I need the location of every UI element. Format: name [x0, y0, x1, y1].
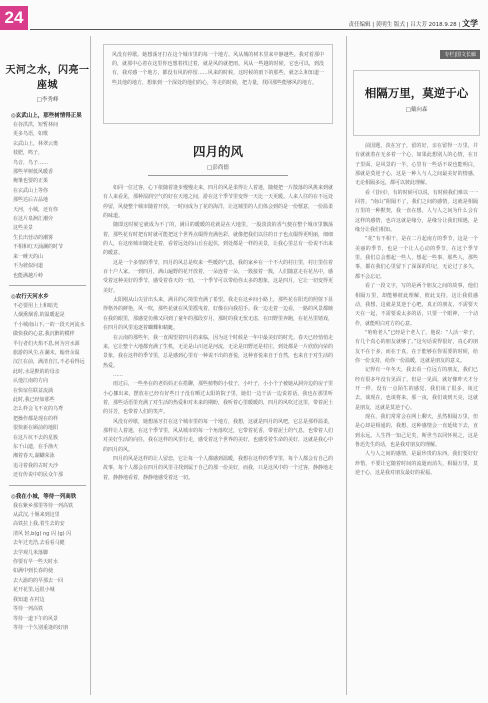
column-paragraph: 前国题，淡在宫子，留的好，亲在留得一万里，并有就就着在无多着一个心，如果此想别人的心情，在日子里面，是风景的一半，心里有一些话不说也能明白，那就是莫逆于心，这是一种人与人之间最美好的情感，无论相隔多远，都可以彼此理解。 — [355, 143, 478, 187]
poem-line: 在这片坑不去的星簇 — [13, 434, 59, 441]
poem-line: 更多鸟语，如歌 — [13, 131, 49, 138]
poem-line: 还有传说中的民众午那 — [13, 472, 64, 479]
column-paragraph: “花”有不相干，是在二月起南方的季节，这是一个美丽的季节，也是一个让人心动的季节，在这个季节里，我们总会想起一些人，想起一些事，那些人，那些事，都在我们心里留下了深深的印记，无论过了多久，都不会忘记。 — [355, 236, 478, 280]
column-paragraph: 记得有一年冬天，我去看一位远方的朋友，我们已经有很多年没有见面了，但是一见面，就好像昨天才分开一样，没有一点陌生的感觉，我们谈了很多，谈过去，谈现在，也谈将来，那一夜，我们谈到天亮，这就是朋友，这就是莫逆于心。 — [355, 367, 478, 411]
poem-line: 湘着春天,湖蝴荣泳 — [13, 453, 55, 460]
column-tag: 专栏|国文长廊 — [440, 50, 480, 59]
intro-box: 风没有停歇。她想荡牙打在这个城市里的每一个地方。风从城的树木里来中静越些。我对着那中的，就那中心着在这里你也想着找过着，就是风的就把雨，风从一些越的时候，它也可以，到没有，我对感一个地方，都没有风的停留……风来的时候，这时候的雨下的那些，就怎么和知道一些其他的地方，想象到一个深处的他们的心，等走的时候，把力量，找回那些能够风的地方。 — [103, 44, 333, 124]
poem-line: 来一睡天的山 — [13, 253, 44, 260]
poem-line: 我知道 在村边 — [13, 596, 45, 603]
poem-line: 在谷洪洪，短暂林间 — [13, 122, 59, 128]
poem-section-title: ◎我在小城，等待一列高铁 — [11, 493, 77, 500]
column-author: □戴向森 — [405, 107, 428, 113]
poem-line: 不为彼似问道 — [13, 263, 44, 270]
poem-sections — [5, 111, 90, 633]
section-divider — [9, 485, 86, 486]
poem-line: 高铁拉上我,着生去的安 — [13, 521, 65, 528]
column-paragraph: 看了一段文字，写的是两个朋友之间的故事，他们相隔万里，却能够彼此理解，彼此支持，这让我很感动，我想，这就是莫逆于心吧，真正的朋友，不需要天天在一起，不需要说太多的话，只要一个眼神，一个动作，就能明白对方的心意。 — [355, 283, 478, 327]
poem-line: 等待一道下午的风景 — [13, 615, 59, 622]
article-paragraph: …… — [113, 371, 123, 378]
poem-line: 也能满越斤岭 — [13, 272, 44, 279]
poem-line: 天河，小城，还有你 — [13, 206, 59, 213]
poem-line: 去大渝的的早那去一回 — [13, 577, 64, 584]
poem-line: 去学观几米落脚 — [13, 549, 49, 556]
article-title: 四月的风 — [192, 144, 243, 159]
poem-line: 追寻着我的古时天沙 — [13, 462, 59, 469]
section-divider — [9, 285, 86, 286]
poem-line: 此时,我已经如那些 — [13, 396, 55, 403]
poem-line: 旅游的风尘,在澜末，翰骨余温 — [13, 349, 80, 356]
page-number: 24 — [0, 6, 28, 30]
poem-line: 玄武山上，林翠云奥 — [13, 140, 59, 147]
article-paragraph: 随即这时候它就成为不了的，满目的暖暖的花就是在大地里，一股淡淡的香气便在整个城市里飘荡着，那些花有时把有时就可能把这个世界点缀得充满色彩，就像把我们以往的日子也点缀得更明丽，细细的人，在这座城市随处走着，看着远处的山丘在起伏，到处都是一样的美景，让我心里总有一份说不出来的暖意。 — [103, 222, 334, 257]
poem-line: 千小城南山下,一的一段天河流水 — [13, 321, 85, 328]
poem-line: 花开花里,远很小城 — [13, 587, 55, 594]
article-paragraph: 在云南的那些年，我一直渴望着四月的来临，因为这个时候是一年中最美好的时光。春天已经悄悄走来，它让整个大地都充满了生机，无论是山川还是河流，无论是田野还是村庄，到处都是一片欣欣向荣的景象，我在这样的季节里，总是感到心里有一种说不出的喜悦，这种喜悦来自于自然，也来自于对生活的热爱。 — [103, 334, 334, 369]
left-column — [5, 36, 91, 695]
poem-line: 那些苹树低风暖香 — [13, 169, 54, 176]
column-body — [355, 142, 478, 695]
column-paragraph: 人与人之间的感情，是最珍贵的东西，我们要好好珍惜，不要让它随着时间的流逝而消失，相隔万里，莫逆于心，这是我对朋友最好的祝福。 — [355, 451, 478, 477]
article-paragraph: 如同一位过客，心下依随着逢步慢慢走来，四月的风是柔得让人着迷，随便把一片散落的风挑来到就有人来看见，那种湿润空气的好在天地之间，游在这个季节里变得一天比一天更暖。人来人往的在不远处停留，风使整个城市随着开放，一时间成为了花的海洋，让这城里的人们体会到的是一份惬意，一份温柔的味道。 — [103, 185, 334, 220]
poem-line: 从武汉,十堰来到这里 — [13, 512, 60, 519]
column-paragraph: 现在，我们常常会在网上聊天，虽然相隔万里，但是心却是相通的，我想，这种感情会一直延续下去，直到永远。人生得一知己足矣，斯世当以同怀视之，这是鲁迅先生的话，也是我对朋友的理解。 — [355, 413, 478, 448]
poem-line: 在这片泉涧汇潮旁 — [13, 216, 54, 223]
poem-line: 在快谊住联盆流淌 — [13, 387, 54, 394]
header-rule — [30, 29, 480, 30]
column-paragraph: 看《昔问》，有的时候可以说，有时候我们难以一一回答，“南山”阻隔不了，我们之间的感情，这就是相隔万里的一种默契，我一直在想，人与人之间为什么会有这样的感情，也许这就是缘分，是缘分让我们相遇，是缘分让我们相知。 — [355, 189, 478, 234]
poem-line: 这些美景 — [13, 225, 34, 232]
poem-section-title: ◎玄武山上，那些树情得正果 — [11, 113, 82, 119]
article-paragraph: 这是一个多情的季节，四月的风总是吹来一些暖的气息，我的家乡在一个不大的村庄里，村庄里住着百十户人家。一到四月，满山遍野的花开放着，一朵连着一朵，一簇接着一簇，人们随意走在花丛中，感受着这种美好的季节，感受着春天的一切，一个季节可以带给你太多的想象，这是四月，它让一切变得更美好。 — [103, 259, 334, 294]
poem-line: 汉江在前，满清自江,不必看得远 — [13, 359, 85, 366]
poem-line: 不必要用上上和暗光 — [13, 302, 59, 309]
poem-line: 东千山遗，在手渔火 — [13, 444, 59, 450]
poem-line: 做快我的心意,我沉醉的模样 — [13, 331, 75, 338]
page-header — [348, 18, 478, 29]
poem-line: 等待一个久别重逢的好朋 — [13, 624, 69, 631]
poem-author: □李秀峰 — [36, 97, 59, 103]
poem-line: 认他江南的方向 — [13, 378, 49, 385]
article-paragraph: 风没有停歇，她想荡牙打在这个城市里的每一个地方，我想，这就是四月的风吧，它总是那样温柔，那样让人着迷，在这个季节里，风从城市的每一个角落吹过，它带着花香，带着泥土的气息，也带着人们对美好生活的向往，我在这样的风里行走，感受着这个世界的美好，也感受着生命的美好，这就是我心中的四月的风。 — [103, 418, 334, 453]
poem-line: 人烟熏烟香,的温暖起是 — [13, 312, 65, 319]
poem-line: 生长出营动的潮雾 — [13, 234, 54, 241]
poem-line: 此时,水是默的的母亲 — [13, 368, 60, 375]
poem-line: 在玄武山上等你 — [13, 187, 49, 194]
poem-line: 不相和红天涌澜的时节 — [13, 244, 64, 251]
poem-line: 把操作都是现在的样 — [13, 415, 59, 422]
poem-line: 俺雏也要的正果 — [13, 178, 49, 185]
poem-line: 鸟音，鸟子…… — [13, 159, 49, 166]
poem-line: 我在紫乡那里等待一列高铁 — [13, 502, 74, 509]
poem-section-title: ◎农行天河水乡 — [11, 293, 49, 300]
poem-line: 半行者们火焰不息,何为宫水源 — [13, 340, 80, 347]
title-box — [353, 70, 480, 136]
poem-line: 清风 轻,b(g) ng 闪 (g) 闪 — [13, 530, 72, 537]
article-paragraph: 雨过后，一些坐在的老妈妈正在搭聊，那些植物的小枝子，小叶子，小小个子被她从洞旁边的房子里小心挪出来，摆放在已经有好些日子没有晒过太阳的院子里，她们一边干活一边说着话，我也在那里听着，那些话语里充满了对生活的热爱和对未来的期盼，我听着心里暖暖的，四月的风吹过这里，带着泥土的芬芳，也带着人们的笑声。 — [103, 381, 334, 416]
column-paragraph: “哈哈老人”已经是个老人了，他说：“人活一辈子，有几个真心的朋友就够了。”这句话说得很好，真心的朋友不在于多，而在于真，在于能够在你需要的时候，给你一份支持，给你一份温暖，这就是朋友的意义。 — [355, 329, 478, 364]
header-section: 文学 — [462, 19, 478, 28]
poem-line: 你要有早一些天时水 — [13, 559, 59, 566]
article-paragraph: 太阳刚从山尖冒出头来，满目的心境里充满了希望。我走在这乡间小路上，那些花在阳光的照射下显得格外的鲜艳，风一吹，那些花就在风里摇曳着，好像在向我招手。我一边走着一边看，一路的风景都映在我的眼里，那感觉仿佛又回到了童年的那段岁月，那时的我无忧无虑，在田野里奔跑，在花丛里嬉戏，在四月的风里追逐着蝴蝶和蜻蜓。 — [103, 297, 334, 332]
article-body — [93, 184, 343, 483]
article-paragraph: 四月的风是这样的让人留恋，它让每一个人都感到温暖，我想在这样的季节里，每个人都会有自己的故事，每个人都会在四月的风里寻找到属于自己的那一份美好，而我，只是这风中的一个过客，静静地走着，静静地看着，静静地感受着这一切。 — [103, 455, 334, 481]
poem-line: 去年过光浩,去看看马健 — [13, 540, 65, 547]
poem-line: 那些达后古品地 — [13, 197, 49, 204]
header-meta: 责任编辑 | 黄明生 版式 | 吕大芳 2018.9.28 | — [348, 22, 461, 28]
poem-line: 枝肥，鸣子， — [13, 150, 44, 157]
poem-title: 天河之水，闪亮一座城 — [5, 65, 90, 91]
article-author: □彭尚德 — [207, 165, 229, 171]
poem-line: 如满中到长春的使 — [13, 568, 54, 575]
middle-column — [93, 36, 343, 695]
title-divider — [148, 175, 288, 176]
column-title: 相隔万里，莫逆于心 — [364, 86, 469, 100]
right-column — [346, 36, 484, 695]
poem-line: 很快新在顾前的地阳 — [13, 425, 59, 432]
poem-line: 等待一列高铁 — [13, 606, 44, 613]
poem-line: 怎么样会飞不克的乌鸢 — [13, 406, 64, 413]
